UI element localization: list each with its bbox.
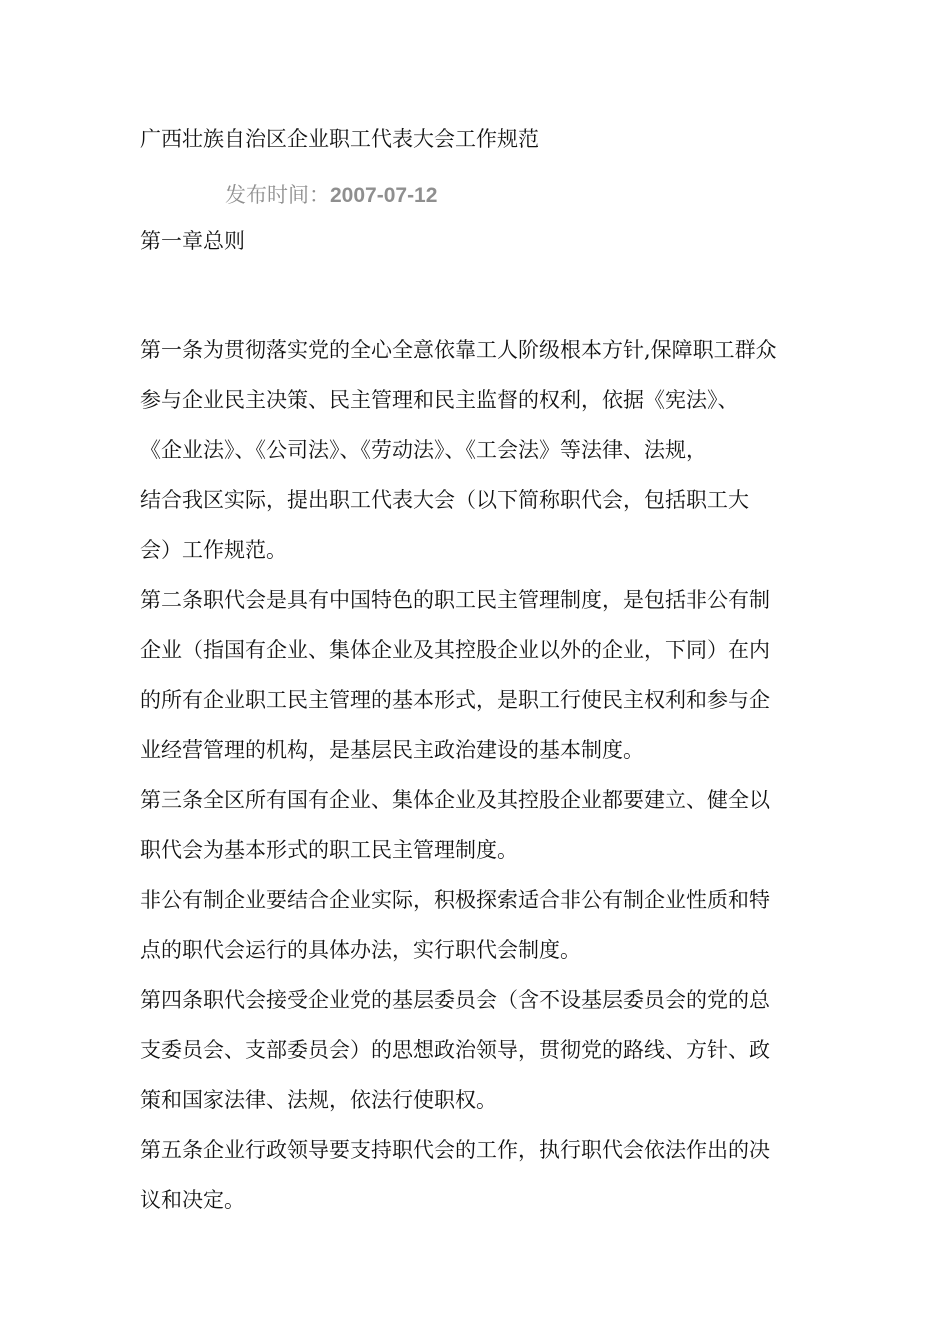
chapter-heading: 第一章总则 — [140, 229, 245, 253]
publish-date: 2007-07-12 — [330, 184, 438, 207]
text-line: 非公有制企业要结合企业实际，积极探索适合非公有制企业性质和特 — [140, 888, 770, 912]
article-3 — [140, 775, 820, 875]
text-line: 第一条为贯彻落实党的全心全意依靠工人阶级根本方针,保障职工群众 — [140, 338, 777, 362]
non-public-enterprise-paragraph — [140, 875, 820, 975]
article-4 — [140, 975, 820, 1125]
text-line: 参与企业民主决策、民主管理和民主监督的权利，依据《宪法》、 — [140, 388, 739, 412]
text-line: 会）工作规范。 — [140, 538, 287, 562]
text-line: 第三条全区所有国有企业、集体企业及其控股企业都要建立、健全以 — [140, 788, 770, 812]
text-line: 的所有企业职工民主管理的基本形式，是职工行使民主权利和参与企 — [140, 688, 770, 712]
text-line: 第五条企业行政领导要支持职代会的工作，执行职代会依法作出的决 — [140, 1138, 770, 1162]
article-2 — [140, 575, 820, 775]
article-1 — [140, 325, 820, 575]
publish-info — [225, 180, 437, 211]
document-body — [140, 325, 820, 1225]
text-line: 《企业法》、《公司法》、《劳动法》、《工会法》等法律、法规， — [140, 438, 707, 462]
text-line: 结合我区实际，提出职工代表大会（以下简称职代会，包括职工大 — [140, 488, 749, 512]
article-5 — [140, 1125, 820, 1225]
text-line: 点的职代会运行的具体办法，实行职代会制度。 — [140, 938, 581, 962]
text-line: 职代会为基本形式的职工民主管理制度。 — [140, 838, 518, 862]
text-line: 业经营管理的机构，是基层民主政治建设的基本制度。 — [140, 738, 644, 762]
text-line: 议和决定。 — [140, 1188, 245, 1212]
text-line: 第二条职代会是具有中国特色的职工民主管理制度，是包括非公有制 — [140, 588, 770, 612]
text-line: 支委员会、支部委员会）的思想政治领导，贯彻党的路线、方针、政 — [140, 1038, 770, 1062]
text-line: 企业（指国有企业、集体企业及其控股企业以外的企业，下同）在内 — [140, 638, 770, 662]
publish-label: 发布时间： — [225, 183, 330, 207]
text-line: 第四条职代会接受企业党的基层委员会（含不设基层委员会的党的总 — [140, 988, 770, 1012]
text-line: 策和国家法律、法规，依法行使职权。 — [140, 1088, 497, 1112]
document-title: 广西壮族自治区企业职工代表大会工作规范 — [140, 127, 539, 151]
